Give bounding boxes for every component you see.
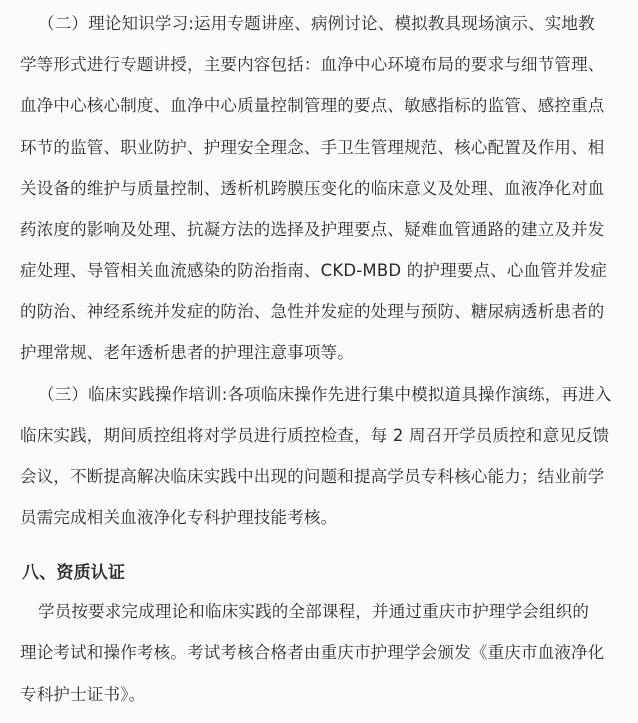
section2-line: 学等形式进行专题讲授，主要内容包括：血净中心环境布局的要求与细节管理、 bbox=[20, 55, 605, 74]
section2-line: 护理常规、老年透析患者的护理注意事项等。 bbox=[20, 343, 354, 362]
section3-line: 临床实践，期间质控组将对学员进行质控检查，每 2 周召开学员质控和意见反馈 bbox=[20, 426, 610, 445]
section3-line: （三）临床实践操作培训:各项临床操作先进行集中模拟道具操作演练，再进入 bbox=[38, 385, 612, 404]
section8-heading: 八、资质认证 bbox=[22, 563, 126, 583]
section2-line: （二）理论知识学习:运用专题讲座、病例讨论、模拟教具现场演示、实地教 bbox=[38, 14, 595, 33]
section8-line: 专科护士证书》。 bbox=[20, 685, 146, 704]
section2-line: 症处理、导管相关血流感染的防治指南、CKD-MBD 的护理要点、心血管并发症 bbox=[20, 261, 608, 280]
section3-line: 会议，不断提高解决临床实践中出现的问题和提高学员专科核心能力；结业前学 bbox=[20, 467, 605, 486]
section3-line: 员需完成相关血液净化专科护理技能考核。 bbox=[20, 508, 338, 527]
section2-line: 药浓度的影响及处理、抗凝方法的选择及护理要点、疑难血管通路的建立及并发 bbox=[20, 220, 605, 239]
section8-line: 理论考试和操作考核。考试考核合格者由重庆市护理学会颁发《重庆市血液净化 bbox=[20, 643, 605, 662]
section8-line: 学员按要求完成理论和临床实践的全部课程，并通过重庆市护理学会组织的 bbox=[38, 602, 590, 621]
section2-line: 血净中心核心制度、血净中心质量控制管理的要点、敏感指标的监管、感控重点 bbox=[20, 96, 605, 115]
section2-line: 环节的监管、职业防护、护理安全理念、手卫生管理规范、核心配置及作用、相 bbox=[20, 138, 605, 157]
section2-line: 关设备的维护与质量控制、透析机跨膜压变化的临床意义及处理、血液净化对血 bbox=[20, 179, 605, 198]
section2-line: 的防治、神经系统并发症的防治、急性并发症的处理与预防、糖尿病透析患者的 bbox=[20, 302, 605, 321]
